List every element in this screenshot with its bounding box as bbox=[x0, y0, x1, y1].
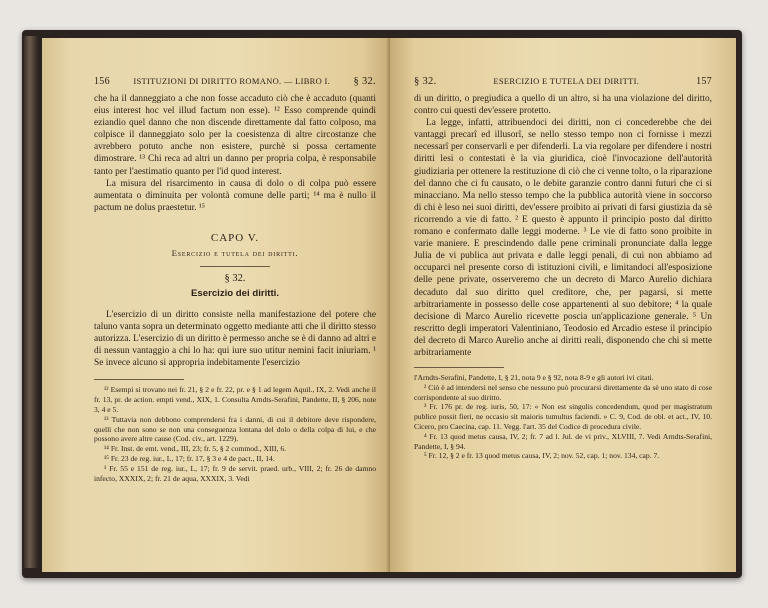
page-number: 157 bbox=[696, 76, 712, 87]
paragraph: L'esercizio di un diritto consiste nella manifestazione del potere che taluno vanta sopra un determinato oggetto mediante atti che il diritto stesso autorizza. L'esercizio di un diritto è permesso anche se è di danno ad altri e di nessun vantaggio a chi lo ha: qui iure suo utitur nemini facit iniuriam. ¹ Se invece alcuno si appropria indebitamente l'esercizio bbox=[94, 309, 376, 369]
section-number: § 32. bbox=[224, 272, 246, 284]
footnote: ⁴ Fr. 13 quod metus causa, IV, 2; fr. 7 ad l. Jul. de vi priv., XLVIII, 7. Vedi Arndts-Serafini, Pandette, I, § 94. bbox=[414, 431, 712, 451]
footnote: ¹³ Tuttavia non debbono comprendersi fra i danni, di cui il debitore deve rispondere, quelli che non sono se non una conseguenza lontana del dolo o della colpa di lui, e che possono avere altre cause (Cod. civ., art. 1229). bbox=[94, 414, 376, 444]
footnote-divider bbox=[94, 379, 184, 380]
right-page bbox=[390, 38, 736, 572]
running-title: ISTITUZIONI DI DIRITTO ROMANO. — LIBRO I. bbox=[133, 76, 331, 86]
section-title: Esercizio dei diritti. bbox=[191, 287, 279, 299]
paragraph: La legge, infatti, attribuendoci dei diritti, non ci concederebbe che dei vantaggi precarî ed illusorî, se nello stesso tempo non ci fornisse i mezzi necessarî per conservarli e per difenderli. La via regolare per difendere i nostri diritti lesi o contestati è la via giuridica, cioè l'invocazione dell'autorità giudiziaria per ottenere la restituzione di ciò che ci venne tolto, o la riparazione del danno che ci fu causato, o le debite garanzie contro danni futuri che ci si minacciano. Ma nello stesso tempo che la pubblica autorità viene in soccorso di chi è leso nei suoi diritti, dev'essere proibito ai privati di farsi giustizia da sè ricorrendo a vie di fatto. ² E questo è appunto il principio posto dal diritto romano e confermato dalle leggi moderne. ³ Le vie di fatto sono proibite in varie maniere. E prescindendo dalle pene criminali pronunciate dalla legge Julia de vi publica aut privata e dalle leggi penali, di cui non abbiamo ad occuparci nel presente corso di istituzioni civili, e limitandoci all'esposizione delle pene private, osserveremo che un decreto di Marco Aurelio dichiara decaduto dal suo diritto quel creditore, che, per pagarsi, si mette arbitrariamente in possesso delle cose appartenenti al suo debitore; ⁴ la quale decisione di Marco Aurelio ricevette poscia un'applicazione generale. ⁵ Un rescritto degli imperatori Valentiniano, Teodosio ed Arcadio estese il principio del decreto di Marco Aurelio anche ai diritti reali, disponendo che chi si mette arbitrariamente bbox=[414, 118, 712, 358]
right-page-body bbox=[414, 93, 712, 359]
paragraph: che ha il danneggiato a che non fosse accaduto ciò che è accaduto (quanti eius interest hoc vel illud factum non esse). ¹² Esso comprende quindi eziandio quel danno che non discende direttamente dal fatto colposo, ma colpisce il danneggiato solo per la coesistenza di altre circostanze che avrebbero potuto anche non esistere, purchè si possa certamente dimostrare. ¹³ Chi reca ad altri un danno per propria colpa, è responsabile tanto per l'aestimatio quanto per l'id quod interest. bbox=[94, 94, 376, 177]
footnote: ³ Fr. 176 pr. de reg. iuris, 50, 17: « Non est singulis concedendum, quod per magistratum publice possit fieri, ne occasio sit maioris tumultus faciendi. » C. 9, Cod. de obl. et act., IV, 10. Cicero, pro Caecina, cap. 11. Vegg. l'art. 35 del Codice di procedura civile. bbox=[414, 402, 712, 432]
footnote: ¹ Fr. 55 e 151 de reg. iur., L, 17; fr. 9 de servit. praed. urb., VIII, 2; fr. 26 de damno infecto, XXXIX, 2; fr. 21 de aqua, XXXIX, 3. Vedi bbox=[94, 463, 376, 483]
right-footnotes bbox=[414, 373, 712, 461]
paragraph: La misura del risarcimento in causa di dolo o di colpa può essere aumentata o diminuita per volontà comune delle parti; ¹⁴ ma è nullo il pactum ne dolus praestetur. ¹⁵ bbox=[94, 178, 376, 213]
running-title: ESERCIZIO E TUTELA DEI DIRITTI. bbox=[493, 76, 640, 86]
footnote: ⁵ Fr. 12, § 2 e fr. 13 quod metus causa, IV, 2; nov. 52, cap. 1; nov. 134, cap. 7. bbox=[424, 451, 660, 461]
chapter-subtitle: Esercizio e tutela dei diritti. bbox=[171, 247, 299, 258]
left-page-header bbox=[94, 76, 376, 87]
footnote: ¹² Esempi si trovano nei fr. 21, § 2 e fr. 22, pr. e § 1 ad legem Aquil., IX, 2. Vedi anche il fr. 13, pr. de action. empti vend., XIX, 1. Consulta Arndts-Serafini, Pandette, II, § 206, note 3, 4 e 5. bbox=[94, 385, 376, 414]
chapter-title: CAPO V. bbox=[210, 231, 260, 244]
paragraph: di un diritto, o pregiudica a quello di un altro, si ha una violazione del diritto, contro cui questi dev'essere protetto. bbox=[414, 94, 712, 117]
right-page-header bbox=[414, 76, 712, 87]
left-page bbox=[42, 38, 390, 572]
footnote: ¹⁵ Fr. 23 de reg. iur., L, 17; fr. 17, § 3 e 4 de pact., II, 14. bbox=[104, 453, 275, 463]
page-number: 156 bbox=[94, 76, 110, 87]
footnote-divider bbox=[414, 367, 504, 368]
divider bbox=[200, 266, 270, 267]
page-edges bbox=[24, 36, 38, 568]
footnote: l'Arndts-Serafini, Pandette, I, § 21, nota 9 e § 92, nota 8-9 e gli autori ivi citati. bbox=[414, 373, 654, 383]
footnote: ¹⁴ Fr. Inst. de emt. vend., III, 23; fr. 5, § 2 commod., XIII, 6. bbox=[104, 444, 287, 454]
header-section: § 32. bbox=[414, 76, 437, 87]
header-section: § 32. bbox=[353, 76, 376, 87]
left-page-body bbox=[94, 93, 376, 369]
left-footnotes bbox=[94, 385, 376, 483]
footnote: ² Ciò è ad intendersi nel senso che nessuno può procurarsi direttamente da sè uno stato di cose corrispondente al suo diritto. bbox=[414, 382, 712, 402]
